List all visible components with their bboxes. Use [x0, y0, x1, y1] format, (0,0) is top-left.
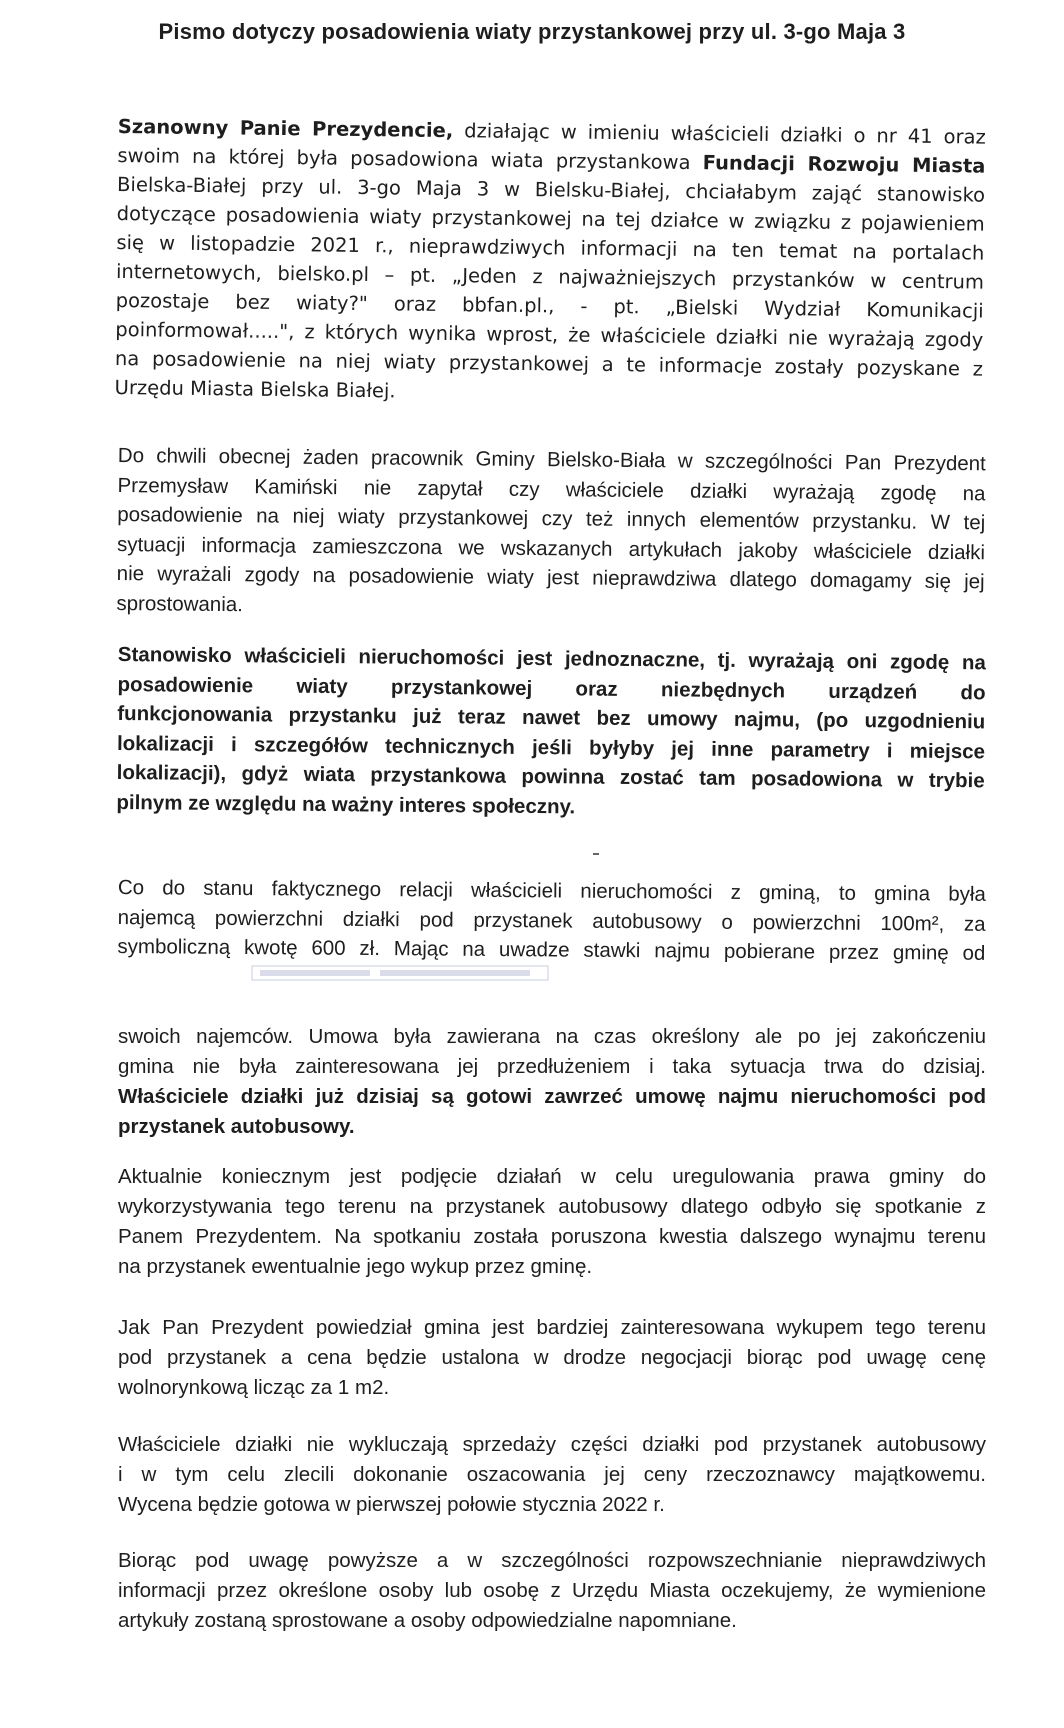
text-line: posadowienie wiaty przystankowej oraz niezbędnych urządzeń do	[117, 672, 986, 704]
document-title: Pismo dotyczy posadowienia wiaty przystankowej przy ul. 3-go Maja 3	[158, 19, 906, 44]
paragraph-lease-continued	[118, 1022, 986, 1142]
text-line: Co do stanu faktycznego relacji właścicieli nieruchomości z gminą, to gmina była	[117, 875, 986, 906]
text-segment: działając w imieniu właścicieli działki o nr 41 oraz	[464, 119, 986, 149]
text-line: na posadowienie na niej wiaty przystankowej a te informacje zostały pozyskane z	[114, 346, 984, 381]
text-line: pozostaje bez wiaty?" oraz bbfan.pl., - pt. „Bielski Wydział Komunikacji	[115, 288, 984, 323]
text-line: funkcjonowania przystanku już teraz nawet bez umowy najmu, (po uzgodnieniu	[117, 701, 986, 734]
text-line: pod przystanek a cena będzie ustalona w drodze negocjacji biorąc pod uwagę cenę	[118, 1346, 986, 1369]
text-line: informacji przez określone osoby lub osobę z Urzędu Miasta oczekujemy, że wymienione	[118, 1579, 986, 1602]
text-line: nie wyrażali zgody na posadowienie wiaty jest nieprawdziwa dlatego domagamy się jej	[116, 561, 985, 594]
text-line: swoich najemców. Umowa była zawierana na czas określony ale po jej zakończeniu	[118, 1025, 986, 1048]
text-line: Do chwili obecnej żaden pracownik Gminy Bielsko-Biała w szczególności Pan Prezydent	[117, 443, 986, 476]
text-line: przystanek autobusowy.	[118, 1115, 355, 1138]
text-line: symboliczną kwotę 600 zł. Mając na uwadze stawki najmu pobierane przez gminę od	[117, 934, 986, 965]
paragraph-owners-position	[116, 640, 986, 825]
paragraph-meeting	[118, 1162, 986, 1282]
paragraph-valuation	[118, 1430, 986, 1520]
text-line: sprostowania.	[116, 591, 244, 616]
text-line: najemcą powierzchni działki pod przystanek autobusowy o powierzchni 100m², za	[117, 905, 986, 936]
scan-artifact	[593, 853, 599, 855]
text-line: Aktualnie koniecznym jest podjęcie działań w celu uregulowania prawa gminy do	[118, 1165, 986, 1188]
text-line: wolnorynkową licząc za 1 m2.	[118, 1376, 390, 1399]
paragraph-purchase-interest	[118, 1313, 986, 1403]
text-line: się w listopadzie 2021 r., nieprawdziwych informacji na ten temat na portalach	[116, 230, 985, 265]
text-line: na przystanek ewentualnie jego wykup przez gminę.	[118, 1255, 593, 1278]
text-segment: swoim na której była posadowiona wiata przystankowa	[117, 143, 691, 174]
text-line: gmina nie była zainteresowana jej przedłużeniem i taka sytuacja trwa do dzisiaj.	[118, 1055, 986, 1078]
text-line: Przemysław Kamiński nie zapytał czy właściciele działki wyrażają zgodę na	[117, 473, 986, 505]
text-line: Właściciele działki nie wykluczają sprzedaży części działki pod przystanek autobusowy	[118, 1433, 986, 1456]
text-line: internetowych, bielsko.pl – pt. „Jeden z najważniejszych przystanków w centrum	[115, 259, 985, 294]
salutation: Szanowny Panie Prezydencie,	[117, 114, 454, 143]
text-line: Panem Prezydentem. Na spotkaniu została poruszona kwestia dalszego wynajmu terenu	[118, 1225, 986, 1248]
text-line: posadowienie na niej wiaty przystankowej czy też innych elementów przystanku. W tej	[117, 502, 986, 535]
text-line: i w tym celu zlecili dokonanie oszacowania jej ceny rzeczoznawcy majątkowemu.	[118, 1463, 986, 1486]
text-line: Wycena będzie gotowa w pierwszej połowie stycznia 2022 r.	[118, 1493, 665, 1516]
faded-stamp	[250, 963, 550, 983]
text-line: Urzędu Miasta Bielska Białej.	[114, 375, 396, 403]
text-line: Jak Pan Prezydent powiedział gmina jest bardziej zainteresowana wykupem tego terenu	[118, 1316, 986, 1339]
text-line: pilnym ze względu na ważny interes społeczny.	[116, 790, 576, 818]
paragraph-conclusion	[118, 1546, 986, 1636]
paragraph-introduction	[114, 112, 985, 413]
text-line: Biorąc pod uwagę powyższe a w szczególności rozpowszechnianie nieprawdziwych	[118, 1549, 986, 1572]
text-line: sytuacji informacja zamieszczona we wskazanych artykułach jakoby właściciele działki	[116, 532, 986, 564]
paragraph-lease-relation	[117, 873, 986, 968]
text-line: artykuły zostaną sprostowane a osoby odpowiedzialne napomniane.	[118, 1609, 737, 1632]
text-line: Bielska-Białej przy ul. 3-go Maja 3 w Bielsku-Białej, chciałabym zająć stanowisko	[116, 172, 986, 207]
paragraph-no-inquiry	[116, 441, 986, 626]
text-line: Stanowisko właścicieli nieruchomości jest jednoznaczne, tj. wyrażają oni zgodę na	[117, 642, 986, 675]
text-line: dotyczące posadowienia wiaty przystankowej na tej działce w związku z pojawieniem	[116, 201, 985, 236]
text-line: wykorzystywania tego terenu na przystanek autobusowy dlatego odbyło się spotkanie z	[118, 1195, 986, 1218]
text-line: lokalizacji), gdyż wiata przystankowa powinna zostać tam posadowiona w trybie	[116, 760, 985, 793]
foundation-name: Fundacji Rozwoju Miasta	[702, 151, 986, 178]
text-line: Właściciele działki już dzisiaj są gotowi zawrzeć umowę najmu nieruchomości pod	[118, 1085, 986, 1108]
text-line: lokalizacji i szczegółów technicznych jeśli byłyby jej inne parametry i miejsce	[116, 731, 986, 763]
text-line: poinformował.....", z których wynika wprost, że właściciele działki nie wyrażają zgody	[115, 317, 984, 352]
